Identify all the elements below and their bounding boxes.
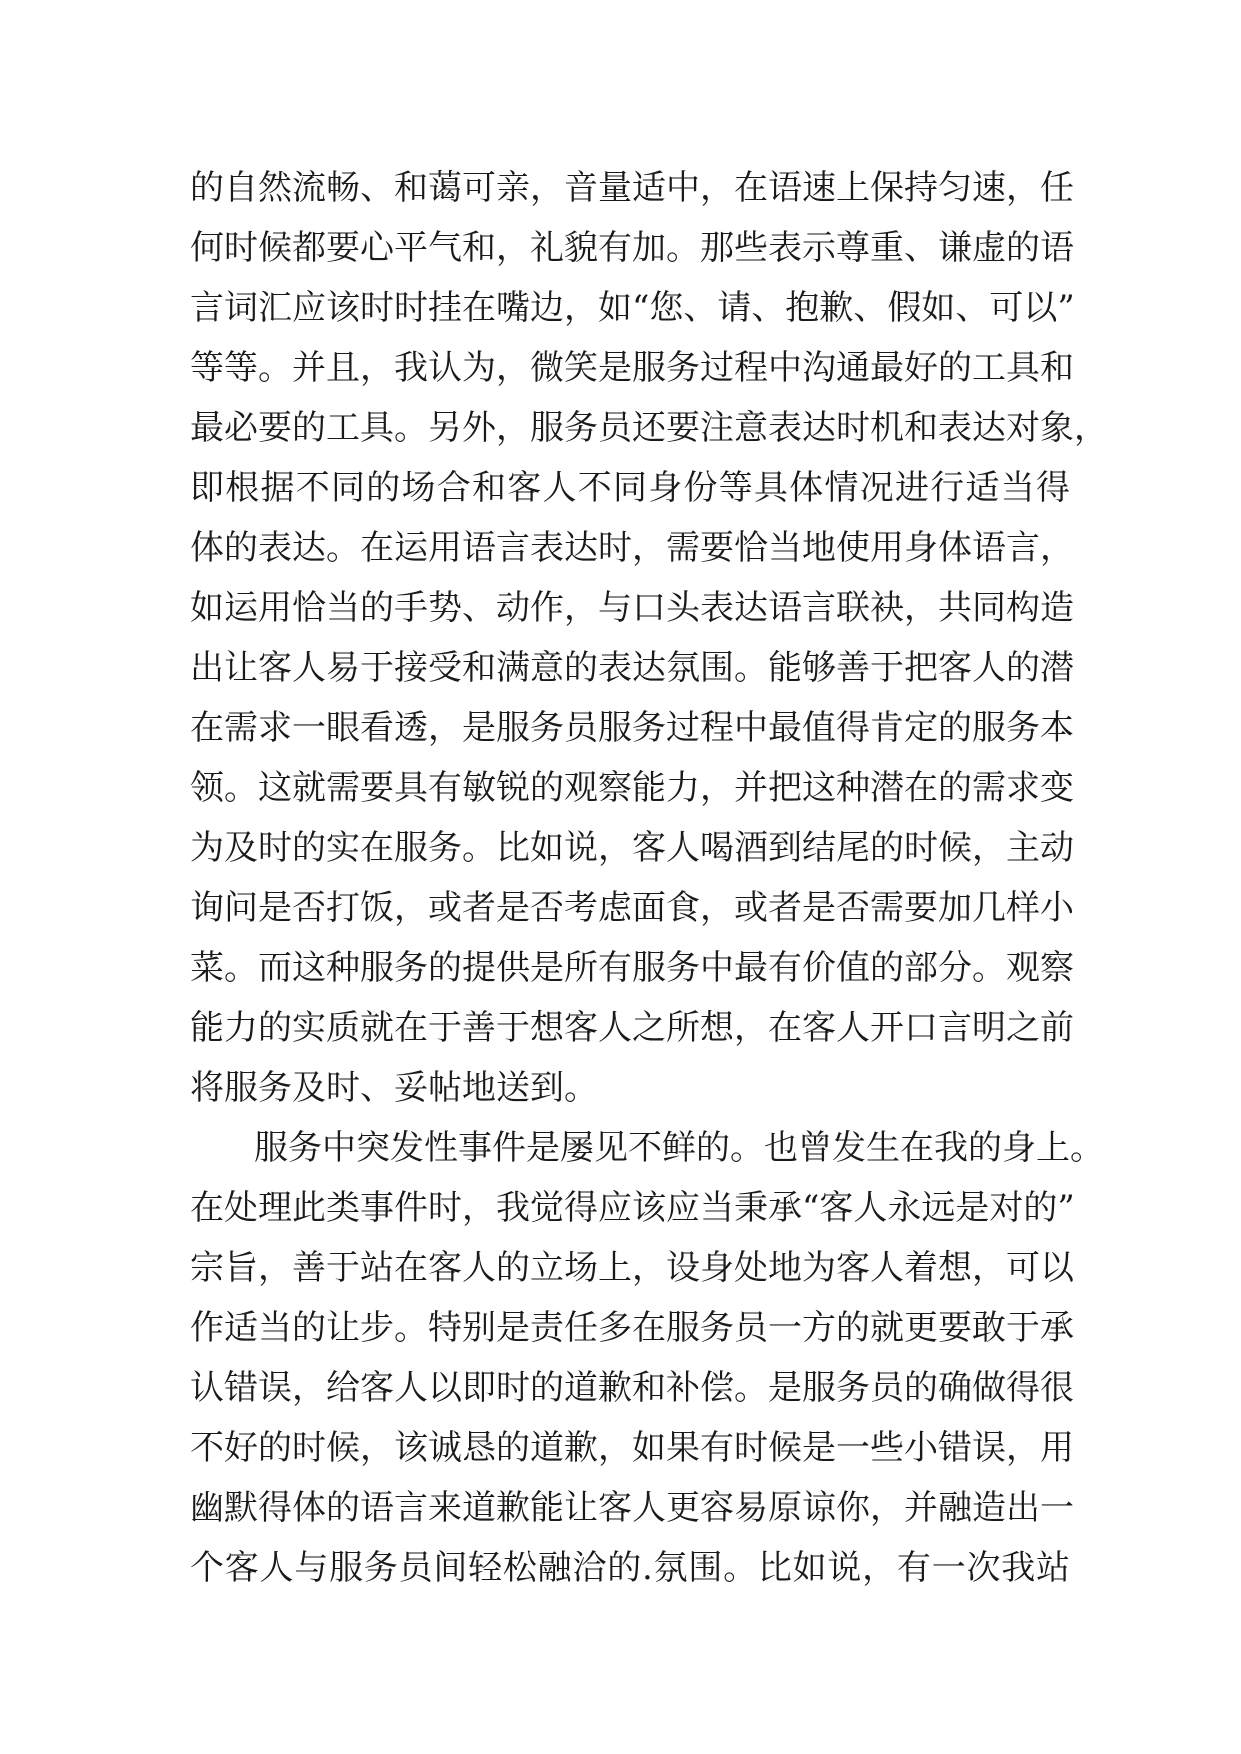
- text-line: 为及时的实在服务。比如说，客人喝酒到结尾的时候，主动: [190, 828, 1074, 868]
- text-line: 领。这就需要具有敏锐的观察能力，并把这种潜在的需求变: [190, 768, 1074, 808]
- text-line: 如运用恰当的手势、动作，与口头表达语言联袂，共同构造: [190, 588, 1074, 628]
- text-line: 幽默得体的语言来道歉能让客人更容易原谅你，并融造出一: [190, 1488, 1074, 1528]
- text-line: 出让客人易于接受和满意的表达氛围。能够善于把客人的潜: [190, 648, 1074, 688]
- body-text: [190, 158, 1108, 1598]
- text-line: 的自然流畅、和蔼可亲，音量适中，在语速上保持匀速，任: [190, 168, 1074, 208]
- text-line: 作适当的让步。特别是责任多在服务员一方的就更要敢于承: [190, 1308, 1074, 1348]
- text-line: 认错误，给客人以即时的道歉和补偿。是服务员的确做得很: [190, 1368, 1074, 1408]
- text-line: 不好的时候，该诚恳的道歉，如果有时候是一些小错误，用: [190, 1428, 1074, 1468]
- text-line: 言词汇应该时时挂在嘴边，如“您、请、抱歉、假如、可以”: [190, 288, 1075, 328]
- text-line: 体的表达。在运用语言表达时，需要恰当地使用身体语言，: [190, 528, 1074, 568]
- text-line: 何时候都要心平气和，礼貌有加。那些表示尊重、谦虚的语: [190, 228, 1074, 268]
- text-line: 个客人与服务员间轻松融洽的.氛围。比如说，有一次我站: [190, 1548, 1070, 1588]
- text-line: 能力的实质就在于善于想客人之所想，在客人开口言明之前: [190, 1008, 1074, 1048]
- text-line: 在需求一眼看透，是服务员服务过程中最值得肯定的服务本: [190, 708, 1074, 748]
- text-line: 询问是否打饭，或者是否考虑面食，或者是否需要加几样小: [190, 888, 1074, 928]
- text-line: 宗旨，善于站在客人的立场上，设身处地为客人着想，可以: [190, 1248, 1074, 1288]
- text-line-paragraph-start: 服务中突发性事件是屡见不鲜的。也曾发生在我的身上。: [254, 1128, 1104, 1168]
- text-line: 最必要的工具。另外，服务员还要注意表达时机和表达对象，: [190, 408, 1108, 448]
- text-line: 在处理此类事件时，我觉得应该应当秉承“客人永远是对的”: [190, 1188, 1075, 1228]
- text-line: 将服务及时、妥帖地送到。: [190, 1068, 598, 1108]
- text-line: 即根据不同的场合和客人不同身份等具体情况进行适当得: [190, 468, 1070, 508]
- text-line: 菜。而这种服务的提供是所有服务中最有价值的部分。观察: [190, 948, 1074, 988]
- text-line: 等等。并且，我认为，微笑是服务过程中沟通最好的工具和: [190, 348, 1074, 388]
